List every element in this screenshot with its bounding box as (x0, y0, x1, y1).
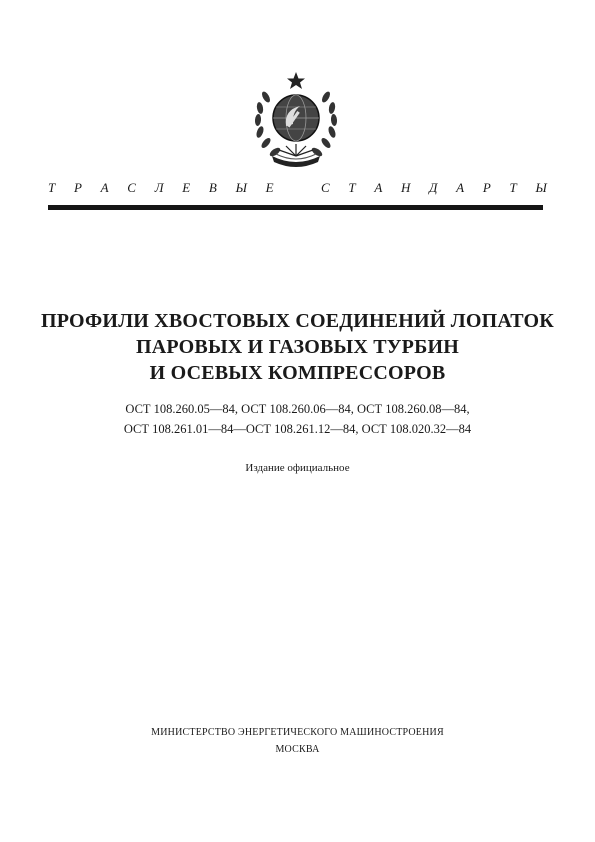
publisher-city: МОСКВА (275, 744, 320, 755)
series-letter: Т (348, 180, 356, 195)
edition-label: Издание официальное (245, 462, 350, 474)
state-emblem-icon (246, 70, 346, 170)
title-line: ПАРОВЫХ И ГАЗОВЫХ ТУРБИН (135, 336, 460, 358)
ministry-name: МИНИСТЕРСТВО ЭНЕРГЕТИЧЕСКОГО МАШИНОСТРОЕНИЯ (151, 727, 444, 738)
series-letter: С (321, 180, 330, 195)
header-rule (48, 205, 543, 210)
series-letter: Е (265, 180, 274, 195)
series-letter: Д (429, 180, 438, 195)
series-letter: Ы (535, 180, 547, 195)
publisher-block (40, 724, 555, 758)
standard-codes (40, 399, 555, 439)
title-line: И ОСЕВЫХ КОМПРЕССОРОВ (149, 362, 446, 384)
title-line: ПРОФИЛИ ХВОСТОВЫХ СОЕДИНЕНИЙ ЛОПАТОК (41, 310, 554, 332)
series-letter: Р (73, 180, 82, 195)
series-letter: А (374, 180, 383, 195)
series-letter: Е (182, 180, 191, 195)
series-letter: Т (48, 180, 56, 195)
series-letter: С (127, 180, 136, 195)
codes-line: ОСТ 108.261.01—84—ОСТ 108.261.12—84, ОСТ 108.020.32—84 (123, 422, 472, 436)
series-letter: В (208, 180, 217, 195)
series-letter: Ы (235, 180, 247, 195)
series-letter: А (100, 180, 109, 195)
series-header (48, 178, 547, 198)
series-letter: Л (154, 180, 164, 195)
series-letter: Р (482, 180, 491, 195)
series-letter: Н (401, 180, 411, 195)
codes-line: ОСТ 108.260.05—84, ОСТ 108.260.06—84, ОСТ 108.260.08—84, (125, 402, 470, 416)
series-letter: А (456, 180, 465, 195)
document-title (40, 308, 555, 386)
series-letter: Т (509, 180, 517, 195)
